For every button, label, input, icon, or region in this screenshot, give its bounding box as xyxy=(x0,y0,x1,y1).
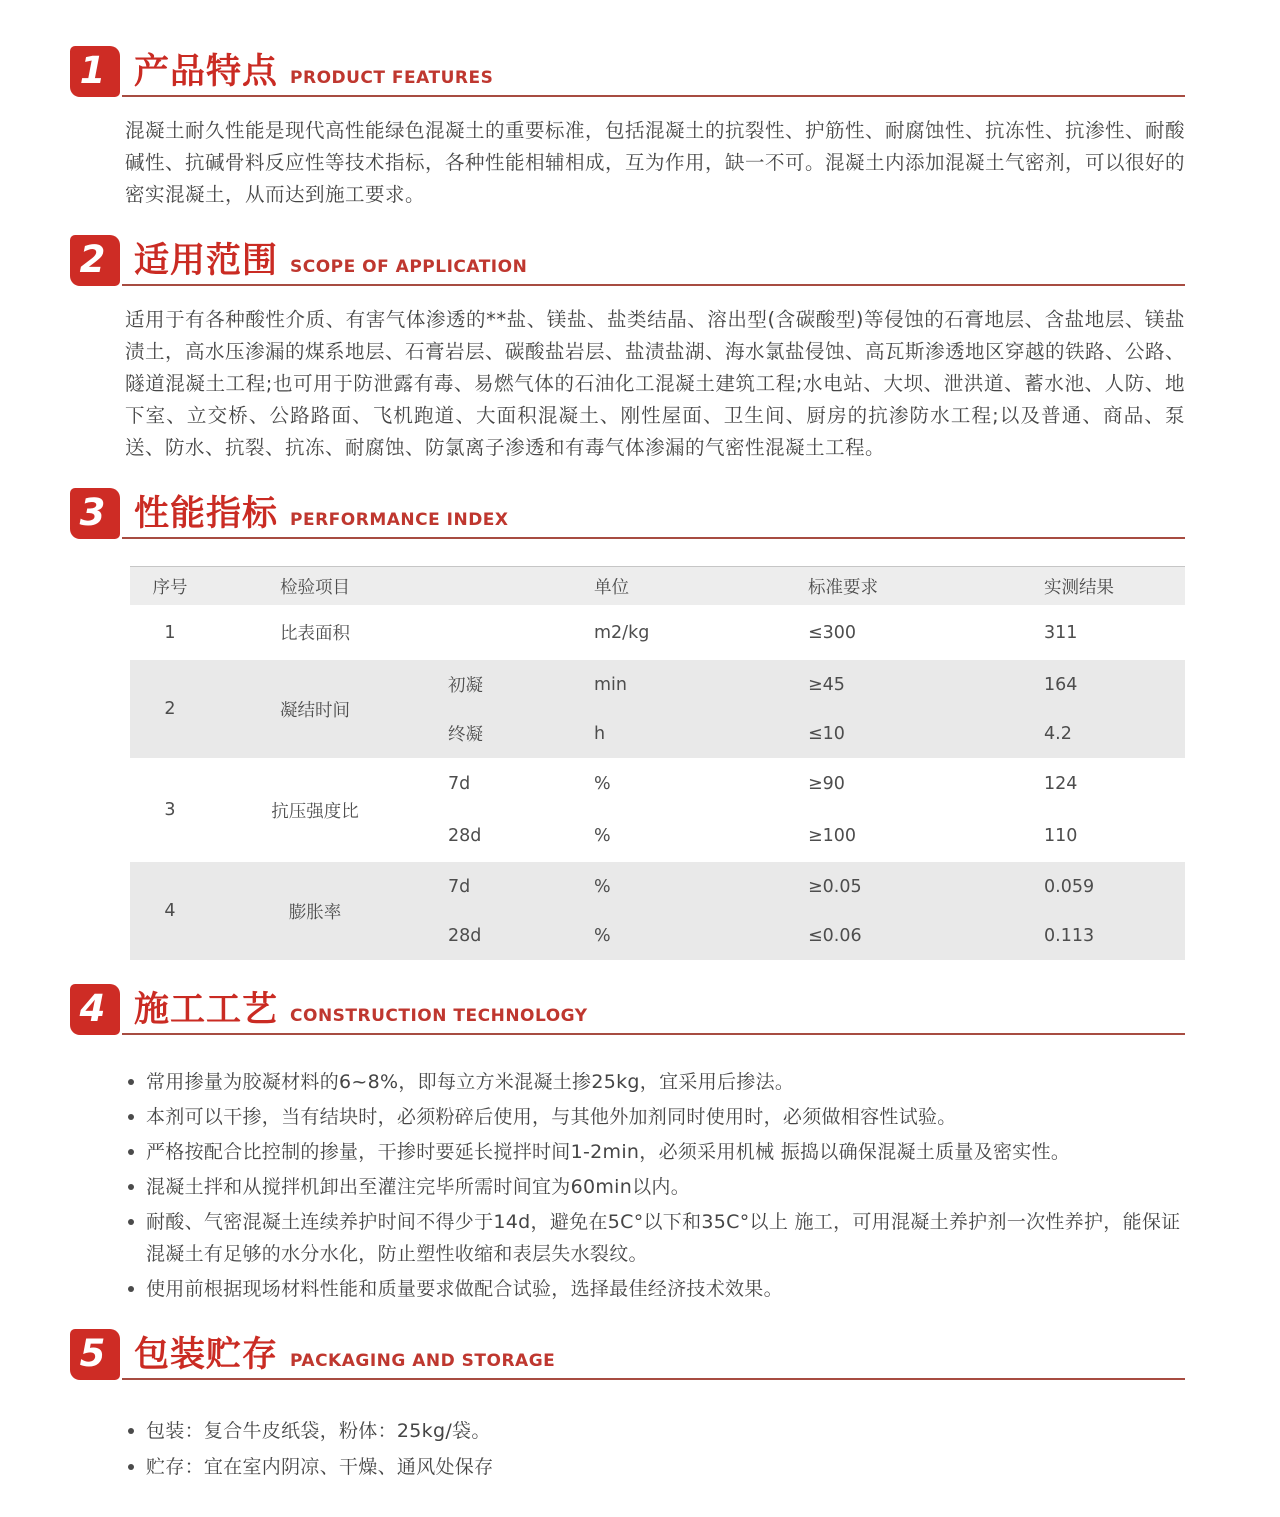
section-number-badge: 4 xyxy=(70,984,120,1035)
bullet-dot-icon xyxy=(128,1428,134,1434)
section-rule xyxy=(122,1378,1185,1380)
cell-sub xyxy=(420,605,560,660)
col-header-item: 检验项目 xyxy=(210,567,420,606)
col-header-req: 标准要求 xyxy=(780,567,1010,606)
cell-no: 1 xyxy=(164,622,176,643)
cell-result: 311 xyxy=(1044,622,1078,643)
table-row xyxy=(130,862,1185,911)
cell-unit: % xyxy=(594,826,611,846)
construction-step xyxy=(127,1273,1185,1305)
section-titles xyxy=(134,490,509,538)
section-scope-of-application xyxy=(70,235,1185,464)
section-subtitle: PACKAGING AND STORAGE xyxy=(290,1351,556,1371)
packaging-item xyxy=(127,1415,1185,1447)
section-title: 适用范围 xyxy=(134,241,279,281)
bullet-dot-icon xyxy=(128,1079,134,1085)
section-titles xyxy=(134,1331,555,1379)
cell-req: ≥0.05 xyxy=(780,862,1010,911)
cell-req: ≥90 xyxy=(808,774,845,794)
section-subtitle: PRODUCT FEATURES xyxy=(290,68,494,88)
construction-step xyxy=(127,1101,1185,1133)
section-product-features xyxy=(70,46,1185,211)
cell-req: ≤0.06 xyxy=(780,911,1010,960)
cell-req: ≥45 xyxy=(780,660,1010,709)
cell-no: 3 xyxy=(164,800,176,820)
table-row xyxy=(130,660,1185,709)
table-row xyxy=(130,758,1185,810)
storage-item xyxy=(127,1451,1185,1483)
construction-steps-list xyxy=(127,1066,1185,1305)
cell-no: 4 xyxy=(130,862,210,960)
section-header xyxy=(70,1329,1185,1385)
cell-sub: 初凝 xyxy=(420,660,560,709)
cell-sub: 7d xyxy=(420,862,560,911)
cell-sub: 终凝 xyxy=(420,709,560,758)
cell-req: ≥100 xyxy=(808,826,857,846)
col-header-no: 序号 xyxy=(130,567,210,606)
section-performance-index xyxy=(70,488,1185,960)
scope-paragraph: 适用于有各种酸性介质、有害气体渗透的**盐、镁盐、盐类结晶、溶出型(含碳酸型)等侵蚀的石膏地层、含盐地层、镁盐渍土，高水压渗漏的煤系地层、石膏岩层、碳酸盐岩层、盐渍盐湖、海水氯盐侵蚀、高瓦斯渗透地区穿越的铁路、公路、隧道混凝土工程;也可用于防泄露有毒、易燃气体的石油化工混凝土建筑工程;水电站、大坝、泄洪道、蓄水池、人防、地下室、立交桥、公路路面、飞机跑道、大面积混凝土、刚性屋面、卫生间、厨房的抗渗防水工程;以及普通、商品、泵送、防水、抗裂、抗冻、耐腐蚀、防氯离子渗透和有毒气体渗漏的气密性混凝土工程。 xyxy=(125,308,1186,459)
cell-req: ≤300 xyxy=(808,622,857,643)
section-header xyxy=(70,488,1185,544)
construction-step-text: 耐酸、气密混凝土连续养护时间不得少于14d，避免在5C°以下和35C°以上 施工，可用混凝土养护剂一次性养护，能保证混凝土有足够的水分水化，防止塑性收缩和表层失水裂纹。 xyxy=(146,1211,1181,1265)
cell-unit: % xyxy=(560,911,780,960)
section-title: 产品特点 xyxy=(134,52,279,92)
section-subtitle: CONSTRUCTION TECHNOLOGY xyxy=(290,1006,588,1026)
bullet-dot-icon xyxy=(128,1219,134,1225)
cell-unit: % xyxy=(594,774,611,794)
cell-result: 124 xyxy=(1044,774,1078,794)
cell-result: 4.2 xyxy=(1010,709,1185,758)
cell-req: ≤10 xyxy=(780,709,1010,758)
section-titles xyxy=(134,48,493,96)
cell-no: 2 xyxy=(130,660,210,758)
section-titles xyxy=(134,237,527,285)
cell-item: 膨胀率 xyxy=(210,862,420,960)
cell-unit: min xyxy=(560,660,780,709)
section-rule xyxy=(122,1033,1185,1035)
section-subtitle: PERFORMANCE INDEX xyxy=(290,510,509,530)
bullet-dot-icon xyxy=(128,1464,134,1470)
section-subtitle: SCOPE OF APPLICATION xyxy=(290,257,528,277)
cell-item: 比表面积 xyxy=(280,624,350,644)
section-title: 包装贮存 xyxy=(134,1335,279,1375)
construction-step-text: 严格按配合比控制的掺量，干掺时要延长搅拌时间1-2min，必须采用机械 振捣以确保混凝土质量及密实性。 xyxy=(146,1141,1071,1163)
section-rule xyxy=(122,284,1185,286)
cell-sub: 28d xyxy=(420,911,560,960)
section-header xyxy=(70,235,1185,291)
cell-unit: % xyxy=(560,862,780,911)
product-features-paragraph: 混凝土耐久性能是现代高性能绿色混凝土的重要标准，包括混凝土的抗裂性、护筋性、耐腐蚀性、抗冻性、抗渗性、耐酸碱性、抗碱骨料反应性等技术指标，各种性能相辅相成，互为作用，缺一不可。混凝土内添加混凝土气密剂，可以很好的密实混凝土，从而达到施工要求。 xyxy=(125,119,1186,206)
section-construction-technology xyxy=(70,984,1185,1305)
section-number-badge: 3 xyxy=(70,488,120,539)
construction-step-text: 混凝土拌和从搅拌机卸出至灌注完毕所需时间宜为60min以内。 xyxy=(146,1176,691,1198)
bullet-dot-icon xyxy=(128,1286,134,1292)
cell-item: 凝结时间 xyxy=(210,660,420,758)
section-number-badge: 1 xyxy=(70,46,120,97)
section-title: 性能指标 xyxy=(134,494,279,534)
bullet-dot-icon xyxy=(128,1149,134,1155)
section-rule xyxy=(122,537,1185,539)
bullet-dot-icon xyxy=(128,1114,134,1120)
cell-result: 0.113 xyxy=(1010,911,1185,960)
cell-sub: 7d xyxy=(448,774,471,794)
cell-unit: m2/kg xyxy=(594,622,650,643)
construction-step-text: 常用掺量为胶凝材料的6~8%，即每立方米混凝土掺25kg，宜采用后掺法。 xyxy=(146,1071,795,1093)
section-number-badge: 5 xyxy=(70,1329,120,1380)
section-rule xyxy=(122,95,1185,97)
packaging-storage-list xyxy=(127,1415,1185,1483)
section-number-badge: 2 xyxy=(70,235,120,286)
section-header xyxy=(70,984,1185,1040)
section-titles xyxy=(134,986,588,1034)
construction-step xyxy=(127,1171,1185,1203)
cell-result: 0.059 xyxy=(1010,862,1185,911)
table-row xyxy=(130,605,1185,660)
construction-step xyxy=(127,1206,1185,1270)
construction-step-text: 本剂可以干掺，当有结块时，必须粉碎后使用，与其他外加剂同时使用时，必须做相容性试验。 xyxy=(146,1106,957,1128)
performance-index-table xyxy=(130,566,1185,960)
col-header-result: 实测结果 xyxy=(1010,567,1185,606)
cell-sub: 28d xyxy=(448,826,482,846)
construction-step-text: 使用前根据现场材料性能和质量要求做配合试验，选择最佳经济技术效果。 xyxy=(146,1278,783,1300)
cell-result: 110 xyxy=(1044,826,1078,846)
packaging-item-text: 包装：复合牛皮纸袋，粉体：25kg/袋。 xyxy=(146,1420,491,1442)
cell-unit: h xyxy=(560,709,780,758)
construction-step xyxy=(127,1136,1185,1168)
cell-result: 164 xyxy=(1010,660,1185,709)
bullet-dot-icon xyxy=(128,1184,134,1190)
storage-item-text: 贮存：宜在室内阴凉、干燥、通风处保存 xyxy=(146,1456,494,1478)
table-header-row xyxy=(130,567,1185,606)
cell-item: 抗压强度比 xyxy=(271,801,359,822)
section-header xyxy=(70,46,1185,102)
construction-step xyxy=(127,1066,1185,1098)
section-title: 施工工艺 xyxy=(134,990,279,1030)
col-header-unit: 单位 xyxy=(560,567,780,606)
section-packaging-and-storage xyxy=(70,1329,1185,1483)
col-header-sub xyxy=(420,567,560,606)
